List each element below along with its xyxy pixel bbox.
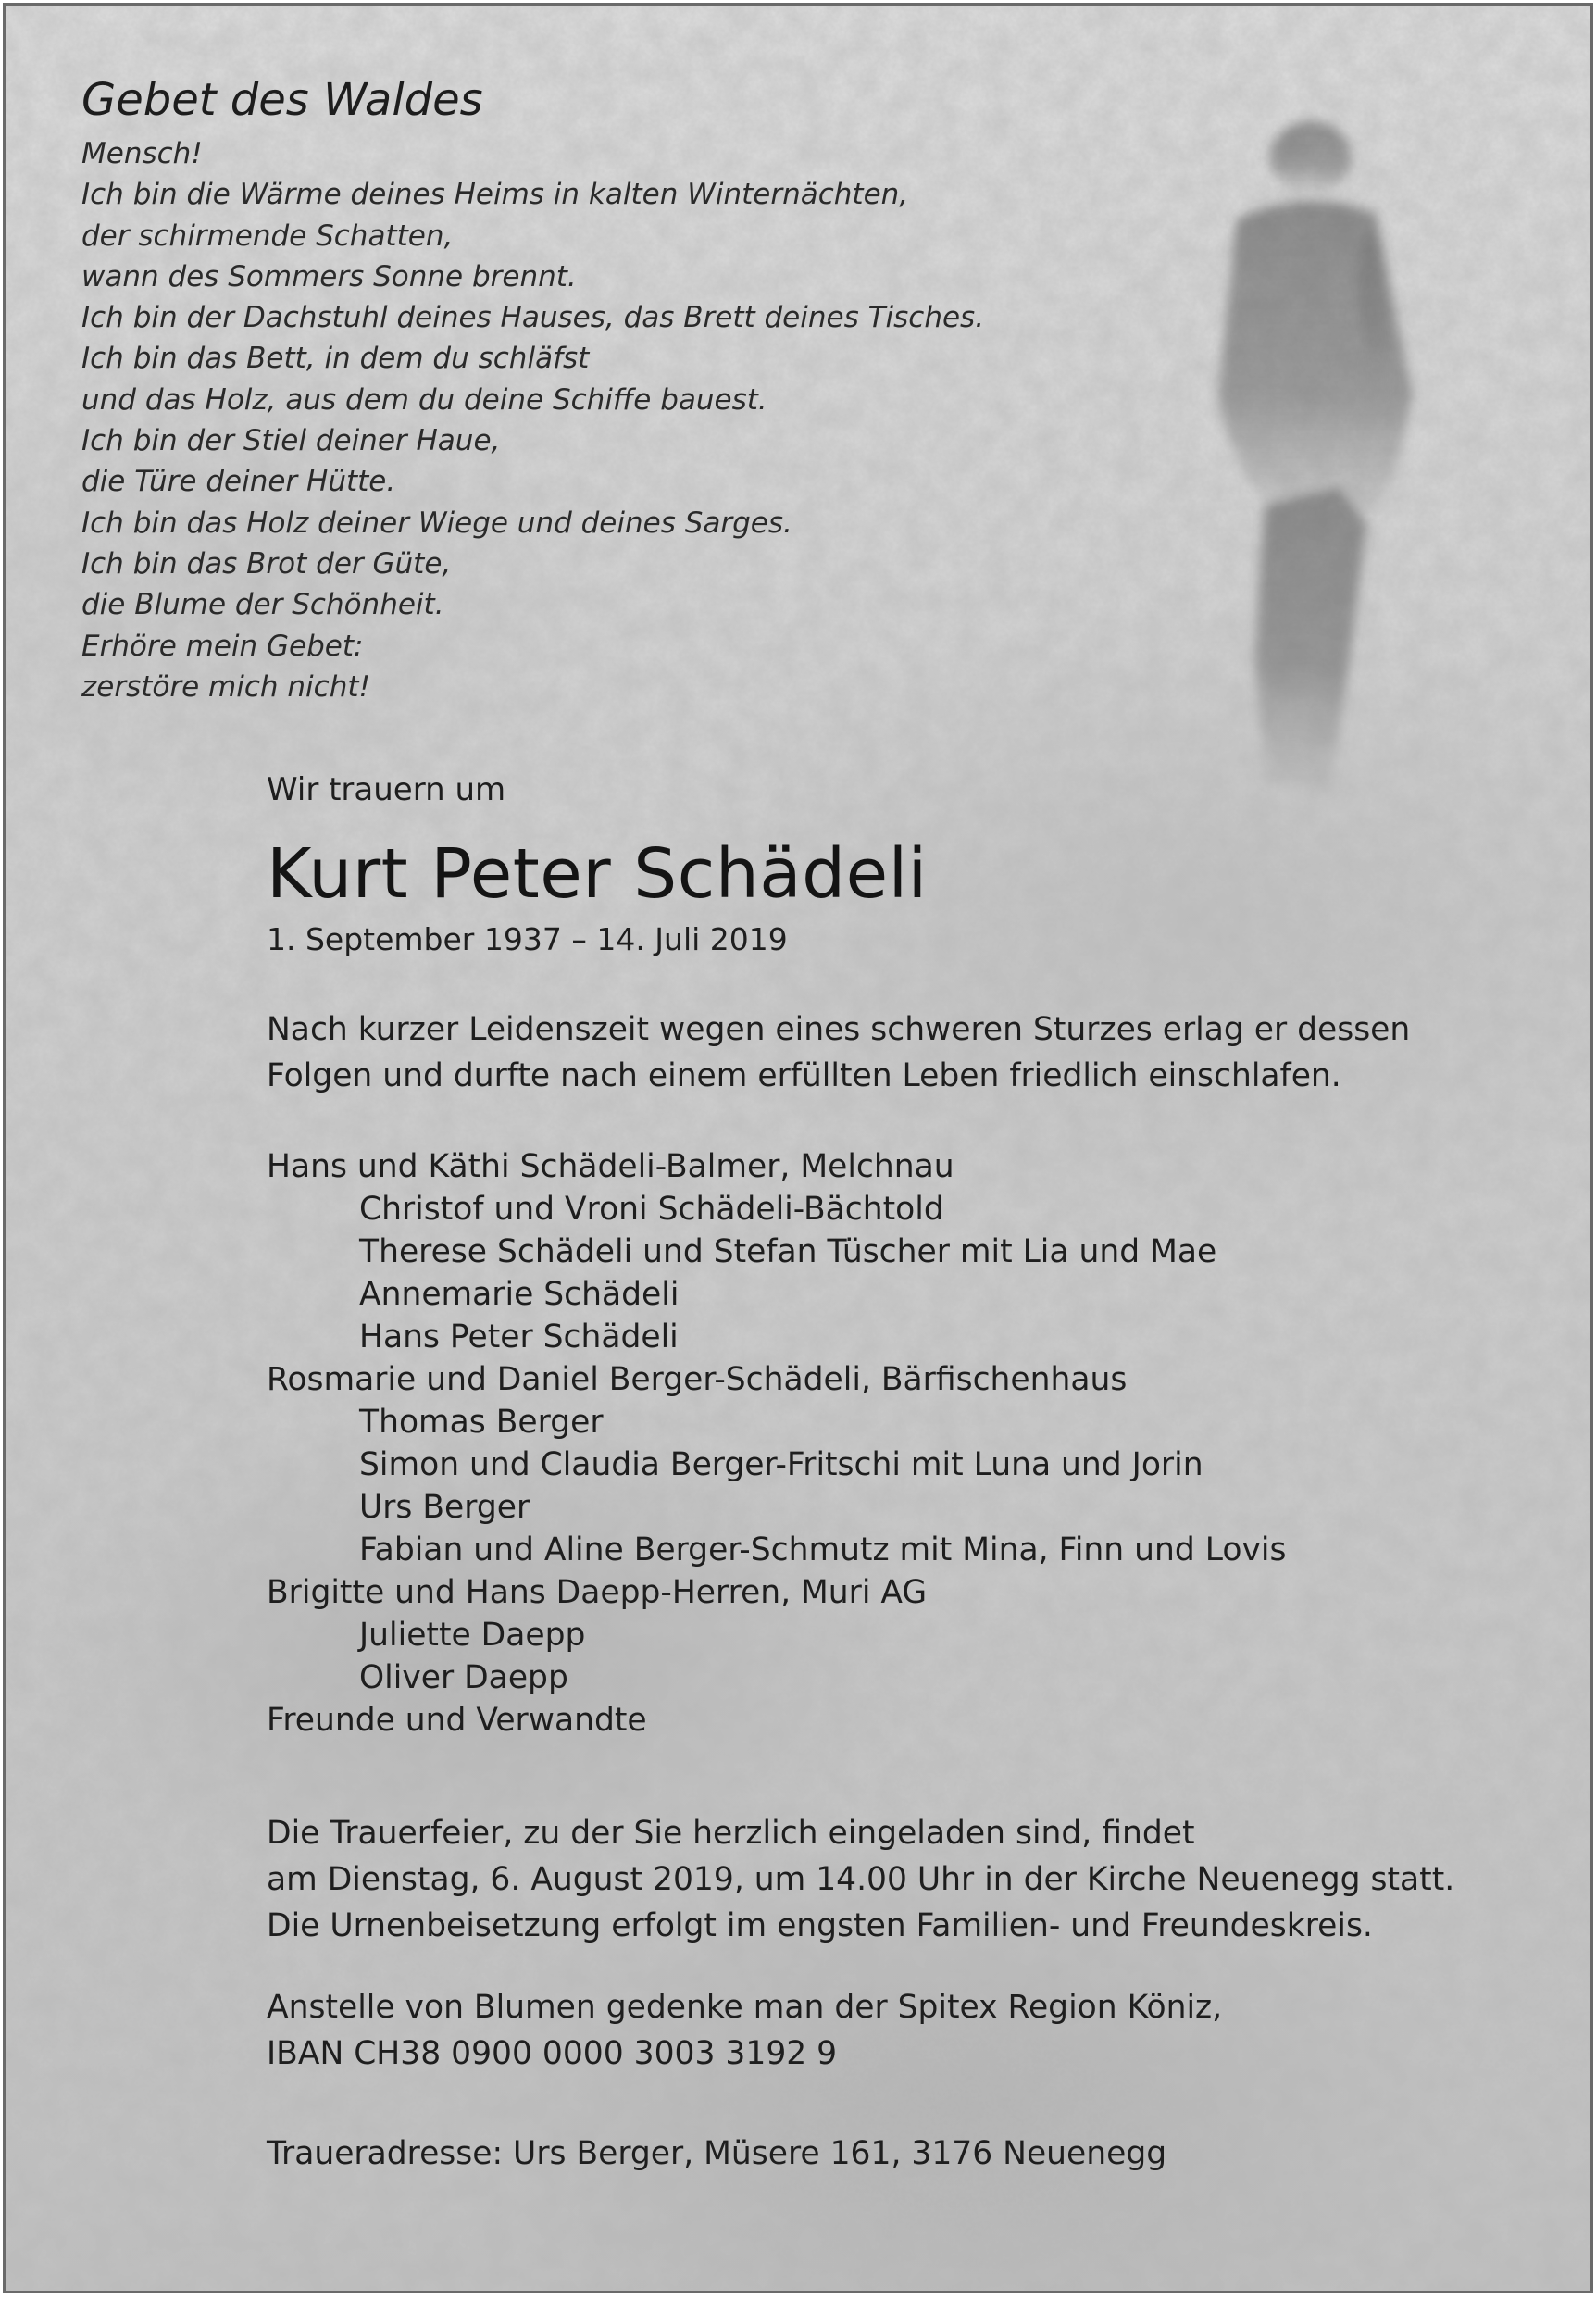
obituary-page [3, 3, 1593, 2293]
poem-line: Ich bin der Dachstuhl deines Hauses, das Brett deines Tisches. [81, 301, 985, 335]
donation-iban: IBAN CH38 0900 0000 3003 3192 9 [267, 2035, 838, 2072]
mourner-family-head: Rosmarie und Daniel Berger-Schädeli, Bärfischenhaus [267, 1361, 1128, 1398]
funeral-ceremony-info [267, 1810, 1544, 1949]
poem-line: Ich bin der Stiel deiner Haue, [81, 424, 501, 458]
mourner-member: Urs Berger [359, 1489, 530, 1526]
ceremony-line: am Dienstag, 6. August 2019, um 14.00 Uhr in der Kirche Neuenegg statt. [267, 1861, 1455, 1898]
mourning-address: Traueradresse: Urs Berger, Müsere 161, 3176 Neuenegg [267, 2135, 1167, 2172]
donation-info [267, 1984, 1544, 2077]
life-dates: 1. September 1937 – 14. Juli 2019 [267, 921, 788, 957]
mourning-intro: Wir trauern um [267, 771, 506, 808]
poem-line: Ich bin das Holz deiner Wiege und deines Sarges. [81, 506, 792, 540]
statement-line: Nach kurzer Leidenszeit wegen eines schweren Sturzes erlag er dessen [267, 1011, 1411, 1048]
mourner-member: Annemarie Schädeli [359, 1276, 680, 1313]
poem-line: und das Holz, aus dem du deine Schiffe bauest. [81, 382, 767, 417]
poem-line: Ich bin die Wärme deines Heims in kalten Winternächten, [81, 178, 909, 212]
poem-line: die Blume der Schönheit. [81, 588, 444, 622]
mourner-member: Thomas Berger [359, 1404, 604, 1441]
poem-line: Mensch! [81, 137, 203, 170]
poem-lines [81, 133, 1100, 707]
poem-line: Ich bin das Bett, in dem du schläfst [81, 342, 590, 376]
poem-block [81, 70, 1100, 707]
poem-line: die Türe deiner Hütte. [81, 465, 396, 499]
mourner-member: Simon und Claudia Berger-Fritschi mit Luna und Jorin [359, 1446, 1203, 1483]
deceased-name: Kurt Peter Schädeli [267, 834, 928, 914]
mourner-member: Fabian und Aline Berger-Schmutz mit Mina, Finn und Lovis [359, 1531, 1287, 1568]
poem-line: wann des Sommers Sonne brennt. [81, 259, 577, 294]
mourners-list [267, 1145, 1544, 1742]
mourner-member: Therese Schädeli und Stefan Tüscher mit Lia und Mae [359, 1233, 1217, 1270]
poem-line: Ich bin das Brot der Güte, [81, 546, 452, 581]
donation-line: Anstelle von Blumen gedenke man der Spitex Region Köniz, [267, 1989, 1223, 2026]
ceremony-line: Die Urnenbeisetzung erfolgt im engsten Familien- und Freundeskreis. [267, 1907, 1373, 1944]
poem-line: Erhöre mein Gebet: [81, 629, 364, 663]
obituary-main [267, 769, 1544, 2177]
poem-line: der schirmende Schatten, [81, 219, 454, 253]
ceremony-line: Die Trauerfeier, zu der Sie herzlich eingeladen sind, findet [267, 1815, 1195, 1852]
mourner-member: Christof und Vroni Schädeli-Bächtold [359, 1191, 944, 1228]
poem-title: Gebet des Waldes [81, 74, 483, 126]
mourner-member: Juliette Daepp [359, 1617, 586, 1654]
mourner-family-head: Brigitte und Hans Daepp-Herren, Muri AG [267, 1574, 928, 1611]
mourner-family-head: Freunde und Verwandte [267, 1702, 647, 1739]
poem-line: zerstöre mich nicht! [81, 669, 370, 704]
mourner-member: Hans Peter Schädeli [359, 1318, 679, 1356]
statement-line: Folgen und durfte nach einem erfüllten Leben friedlich einschlafen. [267, 1057, 1341, 1094]
mourner-member: Oliver Daepp [359, 1659, 568, 1696]
death-statement [267, 1006, 1544, 1099]
mourner-family-head: Hans und Käthi Schädeli-Balmer, Melchnau [267, 1148, 954, 1185]
